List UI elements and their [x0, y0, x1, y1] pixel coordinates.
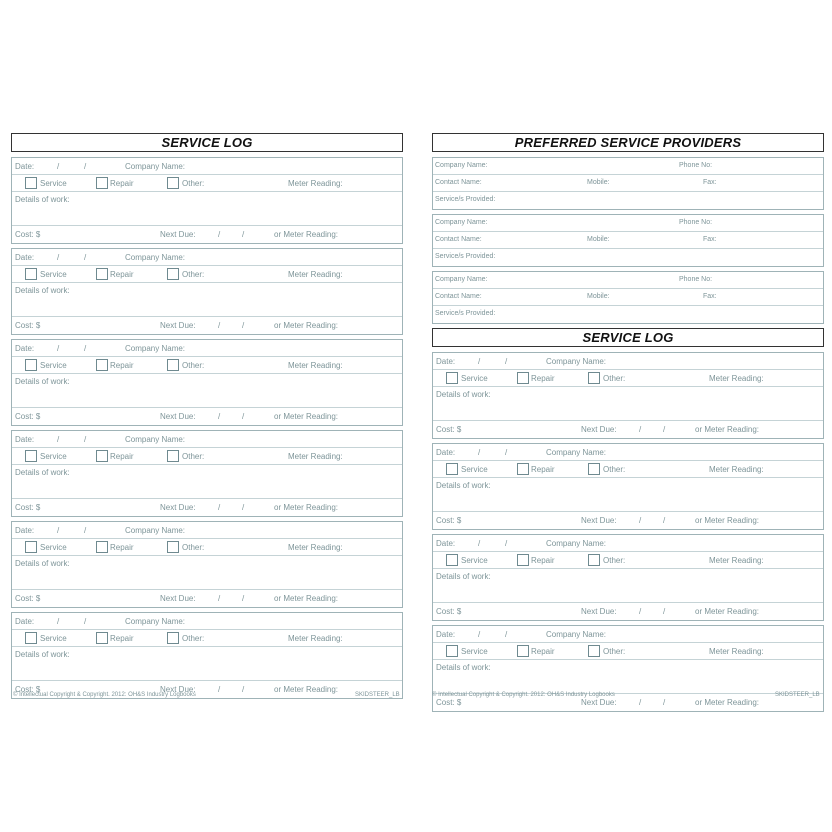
service-entry	[11, 430, 403, 517]
meter-reading-label: Meter Reading:	[288, 361, 343, 370]
date-label: Date:	[436, 539, 456, 548]
other-checkbox[interactable]	[588, 372, 600, 384]
service-label: Service	[40, 452, 67, 461]
details-of-work-label: Details of work:	[436, 572, 491, 581]
provider-services-row	[433, 306, 823, 323]
date-label: Date:	[436, 448, 456, 457]
contact-name-label: Contact Name:	[435, 179, 482, 186]
date-label: Date:	[436, 357, 456, 366]
repair-label: Repair	[531, 374, 555, 383]
date-slash: /	[84, 253, 87, 262]
company-name-label: Company Name:	[546, 630, 607, 639]
other-checkbox[interactable]	[167, 541, 179, 553]
other-label: Other:	[603, 465, 626, 474]
cost-row	[12, 408, 402, 425]
next-due-label: Next Due:	[581, 607, 617, 616]
date-slash: /	[84, 617, 87, 626]
service-label: Service	[461, 374, 488, 383]
details-of-work-label: Details of work:	[15, 195, 70, 204]
fax-label: Fax:	[703, 293, 717, 300]
service-type-row	[12, 175, 402, 192]
date-slash: /	[84, 162, 87, 171]
next-due-slash: /	[242, 230, 245, 239]
details-of-work-label: Details of work:	[15, 559, 70, 568]
other-label: Other:	[182, 634, 205, 643]
or-meter-reading-label: or Meter Reading:	[274, 685, 339, 694]
date-row	[433, 444, 823, 461]
date-slash: /	[57, 617, 60, 626]
details-of-work-label: Details of work:	[15, 377, 70, 386]
preferred-providers-title: PREFERRED SERVICE PROVIDERS	[432, 133, 824, 152]
date-slash: /	[505, 539, 508, 548]
date-row	[12, 431, 402, 448]
provider-company-label: Company Name:	[435, 276, 488, 283]
other-label: Other:	[603, 647, 626, 656]
cost-row	[12, 317, 402, 334]
other-label: Other:	[182, 270, 205, 279]
cost-label: Cost: $	[436, 698, 462, 707]
details-row	[12, 556, 402, 590]
repair-checkbox[interactable]	[96, 541, 108, 553]
cost-label: Cost: $	[436, 607, 462, 616]
repair-checkbox[interactable]	[96, 177, 108, 189]
next-due-slash: /	[242, 412, 245, 421]
preferred-providers-list	[432, 157, 824, 324]
copyright-footer: © Intellectual Copyright & Copyright. 2012: OH&S Industry Logbooks	[432, 692, 615, 698]
provider-company-label: Company Name:	[435, 219, 488, 226]
service-type-row	[12, 357, 402, 374]
cost-label: Cost: $	[15, 685, 41, 694]
left-page	[11, 133, 403, 703]
service-type-row	[433, 552, 823, 569]
other-label: Other:	[603, 374, 626, 383]
company-name-label: Company Name:	[125, 435, 186, 444]
provider-contact-row	[433, 289, 823, 306]
service-entry	[11, 612, 403, 699]
service-type-row	[12, 448, 402, 465]
company-name-label: Company Name:	[546, 357, 607, 366]
service-checkbox[interactable]	[25, 450, 37, 462]
next-due-slash: /	[639, 607, 642, 616]
company-name-label: Company Name:	[125, 253, 186, 262]
phone-no-label: Phone No:	[679, 276, 713, 283]
service-type-row	[433, 461, 823, 478]
cost-label: Cost: $	[15, 412, 41, 421]
service-entry	[11, 339, 403, 426]
repair-checkbox[interactable]	[517, 645, 529, 657]
other-label: Other:	[182, 361, 205, 370]
date-label: Date:	[436, 630, 456, 639]
service-label: Service	[40, 361, 67, 370]
date-row	[12, 158, 402, 175]
service-label: Service	[40, 179, 67, 188]
repair-checkbox[interactable]	[96, 268, 108, 280]
details-row	[12, 647, 402, 681]
next-due-label: Next Due:	[160, 412, 196, 421]
next-due-label: Next Due:	[160, 503, 196, 512]
next-due-slash: /	[663, 425, 666, 434]
service-log-title: SERVICE LOG	[432, 328, 824, 347]
phone-no-label: Phone No:	[679, 219, 713, 226]
services-provided-label: Service/s Provided:	[435, 310, 496, 317]
provider-services-row	[433, 192, 823, 209]
details-row	[12, 465, 402, 499]
service-entry	[432, 534, 824, 621]
date-slash: /	[505, 357, 508, 366]
other-label: Other:	[182, 543, 205, 552]
date-slash: /	[84, 435, 87, 444]
contact-name-label: Contact Name:	[435, 236, 482, 243]
details-row	[433, 387, 823, 421]
date-label: Date:	[15, 344, 35, 353]
company-name-label: Company Name:	[125, 526, 186, 535]
next-due-slash: /	[242, 503, 245, 512]
other-checkbox[interactable]	[588, 645, 600, 657]
meter-reading-label: Meter Reading:	[709, 465, 764, 474]
next-due-slash: /	[663, 607, 666, 616]
cost-row	[12, 226, 402, 243]
meter-reading-label: Meter Reading:	[288, 634, 343, 643]
date-label: Date:	[15, 253, 35, 262]
cost-label: Cost: $	[15, 321, 41, 330]
date-slash: /	[57, 526, 60, 535]
meter-reading-label: Meter Reading:	[288, 452, 343, 461]
service-checkbox[interactable]	[446, 463, 458, 475]
next-due-label: Next Due:	[160, 230, 196, 239]
repair-checkbox[interactable]	[517, 554, 529, 566]
details-of-work-label: Details of work:	[436, 663, 491, 672]
date-slash: /	[478, 630, 481, 639]
details-row	[12, 283, 402, 317]
service-checkbox[interactable]	[446, 372, 458, 384]
page-code: SKIDSTEER_LB	[775, 692, 820, 698]
service-type-row	[12, 539, 402, 556]
repair-checkbox[interactable]	[96, 632, 108, 644]
provider-company-row	[433, 158, 823, 175]
meter-reading-label: Meter Reading:	[709, 374, 764, 383]
service-label: Service	[461, 556, 488, 565]
copyright-footer: © Intellectual Copyright & Copyright. 2012: OH&S Industry Logbooks	[13, 692, 196, 698]
cost-row	[433, 512, 823, 529]
service-label: Service	[40, 270, 67, 279]
details-of-work-label: Details of work:	[436, 390, 491, 399]
date-slash: /	[478, 357, 481, 366]
service-type-row	[12, 266, 402, 283]
services-provided-label: Service/s Provided:	[435, 196, 496, 203]
next-due-slash: /	[218, 230, 221, 239]
date-slash: /	[84, 344, 87, 353]
service-checkbox[interactable]	[446, 645, 458, 657]
details-row	[433, 569, 823, 603]
details-of-work-label: Details of work:	[436, 481, 491, 490]
other-label: Other:	[603, 556, 626, 565]
other-label: Other:	[182, 179, 205, 188]
repair-label: Repair	[110, 452, 134, 461]
service-entry	[11, 248, 403, 335]
next-due-slash: /	[242, 594, 245, 603]
or-meter-reading-label: or Meter Reading:	[274, 503, 339, 512]
service-entry	[11, 157, 403, 244]
date-slash: /	[84, 526, 87, 535]
other-checkbox[interactable]	[167, 632, 179, 644]
repair-checkbox[interactable]	[96, 450, 108, 462]
service-checkbox[interactable]	[25, 177, 37, 189]
date-label: Date:	[15, 617, 35, 626]
meter-reading-label: Meter Reading:	[288, 543, 343, 552]
next-due-label: Next Due:	[581, 425, 617, 434]
repair-label: Repair	[531, 465, 555, 474]
date-row	[12, 249, 402, 266]
next-due-label: Next Due:	[160, 685, 196, 694]
provider-services-row	[433, 249, 823, 266]
next-due-slash: /	[663, 516, 666, 525]
repair-label: Repair	[110, 634, 134, 643]
date-slash: /	[57, 162, 60, 171]
date-slash: /	[57, 435, 60, 444]
or-meter-reading-label: or Meter Reading:	[274, 594, 339, 603]
date-slash: /	[478, 539, 481, 548]
date-slash: /	[505, 448, 508, 457]
date-row	[12, 522, 402, 539]
repair-checkbox[interactable]	[517, 372, 529, 384]
next-due-slash: /	[242, 685, 245, 694]
or-meter-reading-label: or Meter Reading:	[695, 698, 760, 707]
provider-entry	[432, 157, 824, 210]
other-checkbox[interactable]	[167, 359, 179, 371]
date-row	[12, 340, 402, 357]
details-row	[12, 192, 402, 226]
next-due-slash: /	[663, 698, 666, 707]
cost-label: Cost: $	[15, 594, 41, 603]
repair-label: Repair	[531, 647, 555, 656]
repair-label: Repair	[110, 543, 134, 552]
fax-label: Fax:	[703, 236, 717, 243]
details-row	[433, 478, 823, 512]
page-code: SKIDSTEER_LB	[355, 692, 400, 698]
or-meter-reading-label: or Meter Reading:	[695, 516, 760, 525]
repair-checkbox[interactable]	[96, 359, 108, 371]
other-checkbox[interactable]	[588, 463, 600, 475]
company-name-label: Company Name:	[125, 162, 186, 171]
service-checkbox[interactable]	[446, 554, 458, 566]
date-row	[433, 353, 823, 370]
details-of-work-label: Details of work:	[15, 286, 70, 295]
service-log-entries	[432, 352, 824, 712]
date-slash: /	[505, 630, 508, 639]
details-of-work-label: Details of work:	[15, 468, 70, 477]
mobile-label: Mobile:	[587, 293, 610, 300]
next-due-label: Next Due:	[581, 698, 617, 707]
mobile-label: Mobile:	[587, 236, 610, 243]
meter-reading-label: Meter Reading:	[288, 179, 343, 188]
phone-no-label: Phone No:	[679, 162, 713, 169]
other-label: Other:	[182, 452, 205, 461]
provider-company-row	[433, 272, 823, 289]
details-row	[12, 374, 402, 408]
provider-contact-row	[433, 232, 823, 249]
provider-company-row	[433, 215, 823, 232]
cost-row	[12, 499, 402, 516]
date-row	[12, 613, 402, 630]
company-name-label: Company Name:	[125, 617, 186, 626]
cost-label: Cost: $	[15, 503, 41, 512]
next-due-slash: /	[639, 425, 642, 434]
service-entry	[432, 443, 824, 530]
date-slash: /	[57, 344, 60, 353]
other-checkbox[interactable]	[167, 177, 179, 189]
or-meter-reading-label: or Meter Reading:	[274, 321, 339, 330]
next-due-label: Next Due:	[581, 516, 617, 525]
or-meter-reading-label: or Meter Reading:	[274, 412, 339, 421]
company-name-label: Company Name:	[125, 344, 186, 353]
service-checkbox[interactable]	[25, 268, 37, 280]
service-label: Service	[40, 634, 67, 643]
cost-label: Cost: $	[436, 516, 462, 525]
cost-label: Cost: $	[436, 425, 462, 434]
details-of-work-label: Details of work:	[15, 650, 70, 659]
next-due-slash: /	[218, 685, 221, 694]
date-row	[433, 626, 823, 643]
provider-contact-row	[433, 175, 823, 192]
repair-label: Repair	[110, 361, 134, 370]
fax-label: Fax:	[703, 179, 717, 186]
other-checkbox[interactable]	[588, 554, 600, 566]
service-label: Service	[461, 647, 488, 656]
meter-reading-label: Meter Reading:	[709, 556, 764, 565]
service-entry	[432, 352, 824, 439]
service-entry	[432, 625, 824, 712]
other-checkbox[interactable]	[167, 450, 179, 462]
cost-row	[433, 421, 823, 438]
provider-company-label: Company Name:	[435, 162, 488, 169]
date-row	[433, 535, 823, 552]
service-type-row	[433, 370, 823, 387]
contact-name-label: Contact Name:	[435, 293, 482, 300]
next-due-label: Next Due:	[160, 594, 196, 603]
company-name-label: Company Name:	[546, 539, 607, 548]
repair-label: Repair	[110, 179, 134, 188]
or-meter-reading-label: or Meter Reading:	[274, 230, 339, 239]
repair-checkbox[interactable]	[517, 463, 529, 475]
date-label: Date:	[15, 526, 35, 535]
service-type-row	[12, 630, 402, 647]
service-label: Service	[40, 543, 67, 552]
provider-entry	[432, 214, 824, 267]
service-checkbox[interactable]	[25, 541, 37, 553]
next-due-slash: /	[218, 412, 221, 421]
services-provided-label: Service/s Provided:	[435, 253, 496, 260]
service-log-entries	[11, 157, 403, 699]
meter-reading-label: Meter Reading:	[709, 647, 764, 656]
service-checkbox[interactable]	[25, 359, 37, 371]
next-due-slash: /	[218, 321, 221, 330]
right-page	[432, 133, 824, 716]
details-row	[433, 660, 823, 694]
next-due-slash: /	[639, 698, 642, 707]
service-type-row	[433, 643, 823, 660]
next-due-label: Next Due:	[160, 321, 196, 330]
repair-label: Repair	[110, 270, 134, 279]
provider-entry	[432, 271, 824, 324]
next-due-slash: /	[242, 321, 245, 330]
meter-reading-label: Meter Reading:	[288, 270, 343, 279]
date-label: Date:	[15, 435, 35, 444]
next-due-slash: /	[218, 503, 221, 512]
other-checkbox[interactable]	[167, 268, 179, 280]
service-entry	[11, 521, 403, 608]
next-due-slash: /	[639, 516, 642, 525]
cost-row	[433, 603, 823, 620]
date-slash: /	[57, 253, 60, 262]
or-meter-reading-label: or Meter Reading:	[695, 607, 760, 616]
next-due-slash: /	[218, 594, 221, 603]
service-label: Service	[461, 465, 488, 474]
date-label: Date:	[15, 162, 35, 171]
service-checkbox[interactable]	[25, 632, 37, 644]
company-name-label: Company Name:	[546, 448, 607, 457]
service-log-title: SERVICE LOG	[11, 133, 403, 152]
repair-label: Repair	[531, 556, 555, 565]
or-meter-reading-label: or Meter Reading:	[695, 425, 760, 434]
cost-label: Cost: $	[15, 230, 41, 239]
cost-row	[12, 590, 402, 607]
date-slash: /	[478, 448, 481, 457]
mobile-label: Mobile:	[587, 179, 610, 186]
